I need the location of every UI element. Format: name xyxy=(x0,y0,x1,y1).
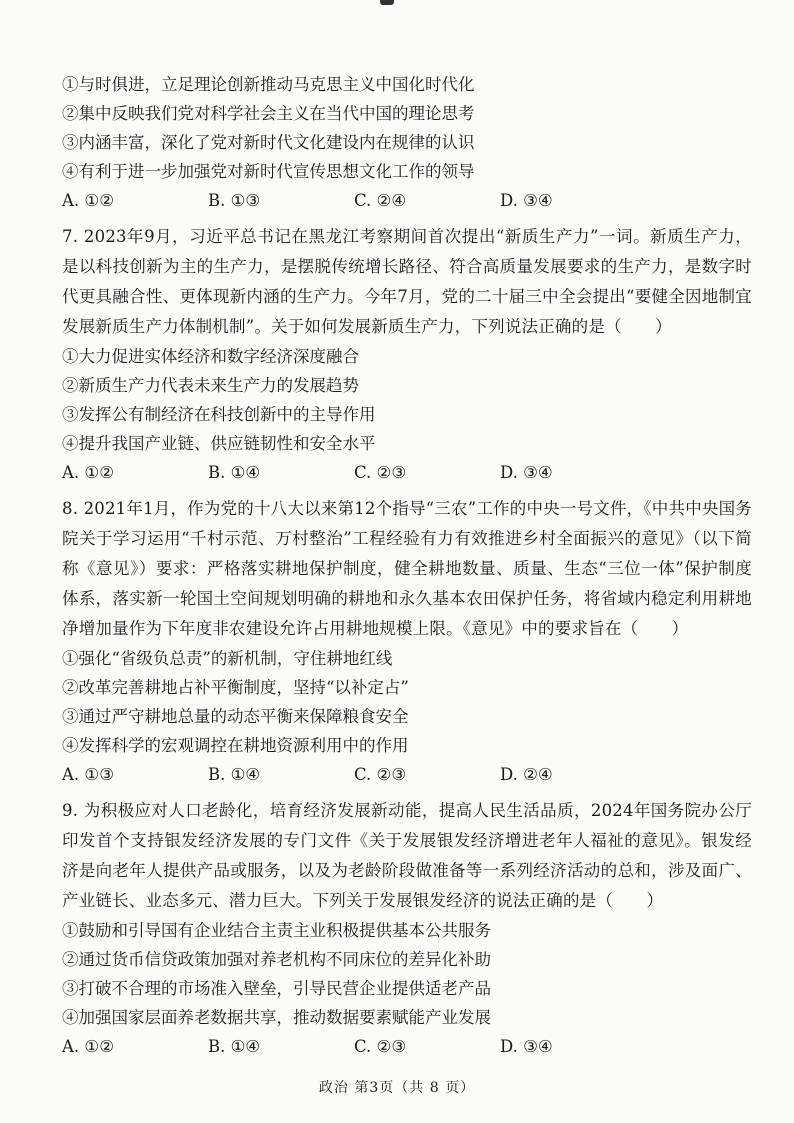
q6-option-c: C. ②④ xyxy=(354,191,407,210)
q7-options xyxy=(62,458,752,488)
q6-option-b: B. ①③ xyxy=(208,191,261,210)
q9-stem: 9. 为积极应对人口老龄化，培育经济发展新动能，提高人民生活品质，2024年国务院办公厅印发首个支持银发经济发展的专门文件《关于发展银发经济增进老年人福祉的意见》。银发经济是向老年人提供产品或服务，以及为老龄阶段做准备等一系列经济活动的总和，涉及面广、产业链长、业态多元、潜力巨大。下列关于发展银发经济的说法正确的是（ ） xyxy=(62,801,752,910)
q9-option-d: D. ③④ xyxy=(500,1037,553,1056)
q8-item-1: ①强化“省级负总责”的新机制，守住耕地红线 xyxy=(62,649,393,668)
q6-options xyxy=(62,186,752,216)
q9-item-2: ②通过货币信贷政策加强对养老机构不同床位的差异化补助 xyxy=(62,950,491,969)
q9-item-1: ①鼓励和引导国有企业结合主责主业积极提供基本公共服务 xyxy=(62,921,491,940)
page-footer: 政治 第3页（共 8 页） xyxy=(318,1080,476,1096)
q7-option-d: D. ③④ xyxy=(500,463,553,482)
q8-option-c: C. ②③ xyxy=(354,765,407,784)
q9-item-4: ④加强国家层面养老数据共享，推动数据要素赋能产业发展 xyxy=(62,1008,491,1027)
q6-option-a: A. ①② xyxy=(62,191,114,210)
top-edge-mark xyxy=(380,0,394,5)
q8-item-4: ④发挥科学的宏观调控在耕地资源利用中的作用 xyxy=(62,736,409,755)
q7-item-2: ②新质生产力代表未来生产力的发展趋势 xyxy=(62,376,359,395)
q6-option-d: D. ③④ xyxy=(500,191,553,210)
question-6-continuation xyxy=(62,70,752,216)
q7-item-1: ①大力促进实体经济和数字经济深度融合 xyxy=(62,347,359,366)
q9-option-c: C. ②③ xyxy=(354,1037,407,1056)
question-7 xyxy=(62,222,752,488)
q7-option-b: B. ①④ xyxy=(208,463,261,482)
q8-options xyxy=(62,760,752,790)
q9-option-a: A. ①② xyxy=(62,1037,114,1056)
q8-stem: 8. 2021年1月，作为党的十八大以来第12个指导“三农”工作的中央一号文件，《中共中央国务院关于学习运用“千村示范、万村整治”工程经验有力有效推进乡村全面振兴的意见》（以下简称《意见》）要求：严格落实耕地保护制度，健全耕地数量、质量、生态“三位一体”保护制度体系，落实新一轮国土空间规划明确的耕地和永久基本农田保护任务，将省域内稳定利用耕地净增加量作为下年度非农建设允许占用耕地规模上限。《意见》中的要求旨在（ ） xyxy=(62,499,752,638)
q7-option-a: A. ①② xyxy=(62,463,114,482)
q8-option-a: A. ①③ xyxy=(62,765,114,784)
q9-option-b: B. ①④ xyxy=(208,1037,261,1056)
q6-item-2: ②集中反映我们党对科学社会主义在当代中国的理论思考 xyxy=(62,104,475,123)
q6-item-1: ①与时俱进，立足理论创新推动马克思主义中国化时代化 xyxy=(62,75,475,94)
q7-item-4: ④提升我国产业链、供应链韧性和安全水平 xyxy=(62,434,376,453)
q8-option-b: B. ①④ xyxy=(208,765,261,784)
q6-item-3: ③内涵丰富，深化了党对新时代文化建设内在规律的认识 xyxy=(62,133,475,152)
question-8 xyxy=(62,494,752,790)
q8-item-3: ③通过严守耕地总量的动态平衡来保障粮食安全 xyxy=(62,707,409,726)
q6-item-4: ④有利于进一步加强党对新时代宣传思想文化工作的领导 xyxy=(62,162,475,181)
q8-option-d: D. ②④ xyxy=(500,765,553,784)
q7-option-c: C. ②③ xyxy=(354,463,407,482)
q7-stem: 7. 2023年9月，习近平总书记在黑龙江考察期间首次提出“新质生产力”一词。新质生产力，是以科技创新为主的生产力，是摆脱传统增长路径、符合高质量发展要求的生产力，是数字时代更具融合性、更体现新内涵的生产力。今年7月，党的二十届三中全会提出“要健全因地制宜发展新质生产力体制机制”。关于如何发展新质生产力，下列说法正确的是（ ） xyxy=(62,227,752,336)
exam-page xyxy=(62,70,752,1062)
q8-item-2: ②改革完善耕地占补平衡制度，坚持“以补定占” xyxy=(62,678,409,697)
q9-options xyxy=(62,1032,752,1062)
q9-item-3: ③打破不合理的市场准入壁垒，引导民营企业提供适老产品 xyxy=(62,979,491,998)
q7-item-3: ③发挥公有制经济在科技创新中的主导作用 xyxy=(62,405,376,424)
question-9 xyxy=(62,796,752,1062)
